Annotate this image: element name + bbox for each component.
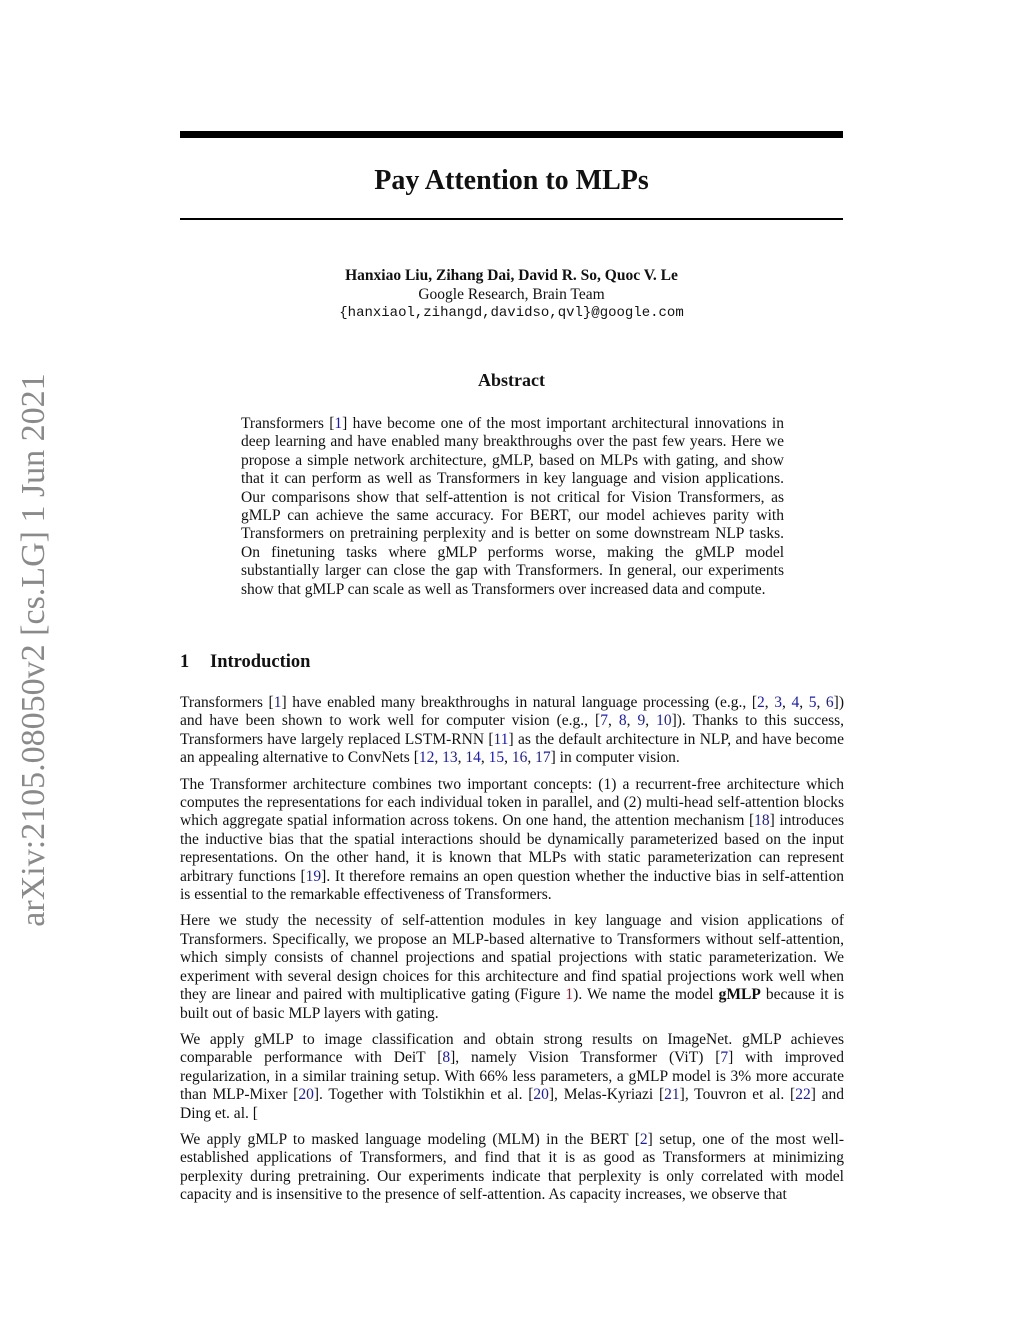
- citation-link[interactable]: 3: [774, 694, 783, 711]
- title-top-rule: [180, 131, 843, 138]
- text: ,: [764, 694, 775, 711]
- text: ] introduces the inductive bias that the spatial interactions should be dynamically parameterized based on the input representations. On the other hand, it is known that MLPs with static parameterization can represent arbitrary functions [: [180, 812, 844, 885]
- text: because it is built out of basic MLP layers with gating.: [180, 986, 844, 1022]
- text: ,: [607, 712, 619, 730]
- citation-link[interactable]: 5: [808, 694, 817, 711]
- section-title: Introduction: [210, 652, 311, 672]
- citation-link[interactable]: 13: [442, 749, 458, 767]
- abstract-text: [241, 415, 784, 599]
- text: Here we study the necessity of self-attention modules in key language and vision applications of Transformers. Specifically, we propose an MLP-based alternative to Transformers without self-attention, which simply consists of channel projections and spatial projections with static parameterization. We experiment with several design choices for this architecture and find spatial projections work well when they are linear and paired with multiplicative gating (Figure: [180, 912, 844, 1004]
- paragraph-3: [180, 912, 844, 1022]
- citation-link[interactable]: 19: [305, 867, 322, 885]
- text: ], namely Vision Transformer (ViT) [: [450, 1049, 721, 1067]
- text: ]. It therefore remains an open question whether the inductive bias in self-attention is essential to the remarkable effectiveness of Transformers.: [180, 867, 844, 904]
- paragraph-2: [180, 776, 844, 905]
- citation-link[interactable]: 21: [664, 1086, 680, 1104]
- text: ,: [457, 749, 466, 767]
- arxiv-identifier-stamp: arXiv:2105.08050v2 [cs.LG] 1 Jun 2021: [15, 373, 52, 927]
- abstract-text-segment: Transformers [: [241, 415, 335, 432]
- citation-link[interactable]: 20: [533, 1086, 549, 1104]
- text: We apply gMLP to masked language modeling (MLM) in the BERT [: [180, 1130, 640, 1148]
- text: ] setup, one of the most well-established applications of Transformers, and find that it is as good as Transformers at minimizing perplexity during pretraining. Our experiments indicate that perplexity is only correlated with model capacity and is insensitive to the presence of self-attention. As capacity increases, we observe that: [180, 1130, 844, 1204]
- text: ,: [645, 712, 657, 730]
- citation-link[interactable]: 8: [618, 712, 627, 730]
- text: The Transformer architecture combines two important concepts: (1) a recurrent-free architecture which computes the representations for each individual token in parallel, and (2) multi-head self-attention blocks which aggregate spatial information across tokens. On one hand, the attention mechanism [: [180, 775, 844, 830]
- abstract-text-segment: ] have become one of the most important architectural innovations in deep learning and have enabled many breakthroughs over the past few years. Here we propose a simple network architecture, gMLP, based on MLPs with gating, and show that it can perform as well as Transformers in key language and vision applications. Our comparisons show that self-attention is not critical for Vision Transformers, as gMLP can achieve the same accuracy. For BERT, our model achieves parity with Transformers on pretraining perplexity and is better on some downstream NLP tasks. On finetuning tasks where gMLP performs worse, making the gMLP model substantially larger can close the gap with Transformers. In general, our experiments show that gMLP can scale as well as Transformers over increased data and compute.: [241, 415, 784, 598]
- citation-link[interactable]: 8: [442, 1049, 451, 1067]
- citation-link[interactable]: 4: [791, 694, 800, 711]
- citation-link[interactable]: 20: [298, 1086, 314, 1104]
- text: ] as the default architecture in NLP, and have become an appealing alternative to ConvNets [: [180, 730, 844, 767]
- section-heading-introduction: [180, 652, 310, 673]
- citation-link[interactable]: 2: [757, 694, 765, 711]
- citation-link[interactable]: 7: [600, 712, 608, 730]
- figure-link[interactable]: 1: [565, 986, 574, 1004]
- author-affiliation: Google Research, Brain Team: [418, 286, 605, 303]
- text: ,: [626, 712, 638, 730]
- text: Transformers [: [180, 694, 274, 711]
- text: ,: [799, 694, 809, 711]
- citation-link[interactable]: 17: [535, 749, 551, 767]
- citation-link[interactable]: 15: [488, 749, 505, 767]
- text: ] have enabled many breakthroughs in natural language processing (e.g., [: [281, 694, 758, 711]
- citation-link[interactable]: 16: [511, 749, 528, 767]
- paragraph-4: [180, 1031, 844, 1123]
- citation-link[interactable]: 14: [465, 749, 481, 767]
- title-bottom-rule: [180, 218, 843, 220]
- model-name-bold: gMLP: [718, 986, 761, 1004]
- section-number: 1: [180, 652, 190, 672]
- citation-link[interactable]: 2: [639, 1130, 648, 1148]
- citation-link[interactable]: 12: [418, 749, 435, 767]
- text: ,: [504, 749, 512, 767]
- text: ]. Together with Tolstikhin et al. [: [313, 1086, 534, 1104]
- text: We apply gMLP to image classification and obtain strong results on ImageNet. gMLP achieves comparable performance with DeiT [: [180, 1030, 844, 1067]
- citation-link[interactable]: 6: [825, 694, 834, 711]
- citation-link[interactable]: 9: [637, 712, 646, 730]
- paper-title: Pay Attention to MLPs: [374, 165, 649, 196]
- text: ,: [527, 749, 536, 767]
- introduction-body: [180, 694, 844, 1213]
- citation-link[interactable]: 22: [795, 1086, 811, 1104]
- paragraph-1: [180, 694, 844, 768]
- abstract-heading: Abstract: [478, 370, 545, 390]
- author-names: Hanxiao Liu, Zihang Dai, David R. So, Quoc V. Le: [345, 267, 678, 284]
- text: ). We name the model: [573, 986, 719, 1004]
- text: ,: [816, 694, 826, 711]
- text: ]). Thanks to this success, Transformers have largely replaced LSTM-RNN [: [180, 712, 845, 748]
- text: ] with improved regularization, in a similar training setup. With 66% less parameters, a gMLP model is 3% more accurate than MLP-Mixer [: [180, 1049, 844, 1104]
- paragraph-5: [180, 1131, 844, 1205]
- text: ,: [782, 694, 792, 711]
- citation-link[interactable]: 7: [720, 1049, 729, 1067]
- text: ,: [434, 749, 443, 767]
- citation-link[interactable]: 1: [273, 694, 282, 711]
- citation-link[interactable]: 10: [656, 712, 672, 730]
- text: ] and Ding et. al. [: [180, 1086, 845, 1122]
- citation-link[interactable]: 18: [754, 812, 770, 830]
- citation-link[interactable]: 11: [493, 730, 509, 748]
- author-block: [180, 266, 843, 323]
- text: ], Melas-Kyriazi [: [548, 1086, 665, 1104]
- text: ,: [480, 749, 489, 767]
- text: ] in computer vision.: [550, 749, 680, 767]
- author-emails: {hanxiaol,zihangd,davidso,qvl}@google.com: [339, 305, 684, 321]
- text: ]) and have been shown to work well for computer vision (e.g., [: [180, 694, 844, 730]
- citation-link[interactable]: 1: [334, 415, 343, 432]
- text: ], Touvron et al. [: [679, 1086, 796, 1104]
